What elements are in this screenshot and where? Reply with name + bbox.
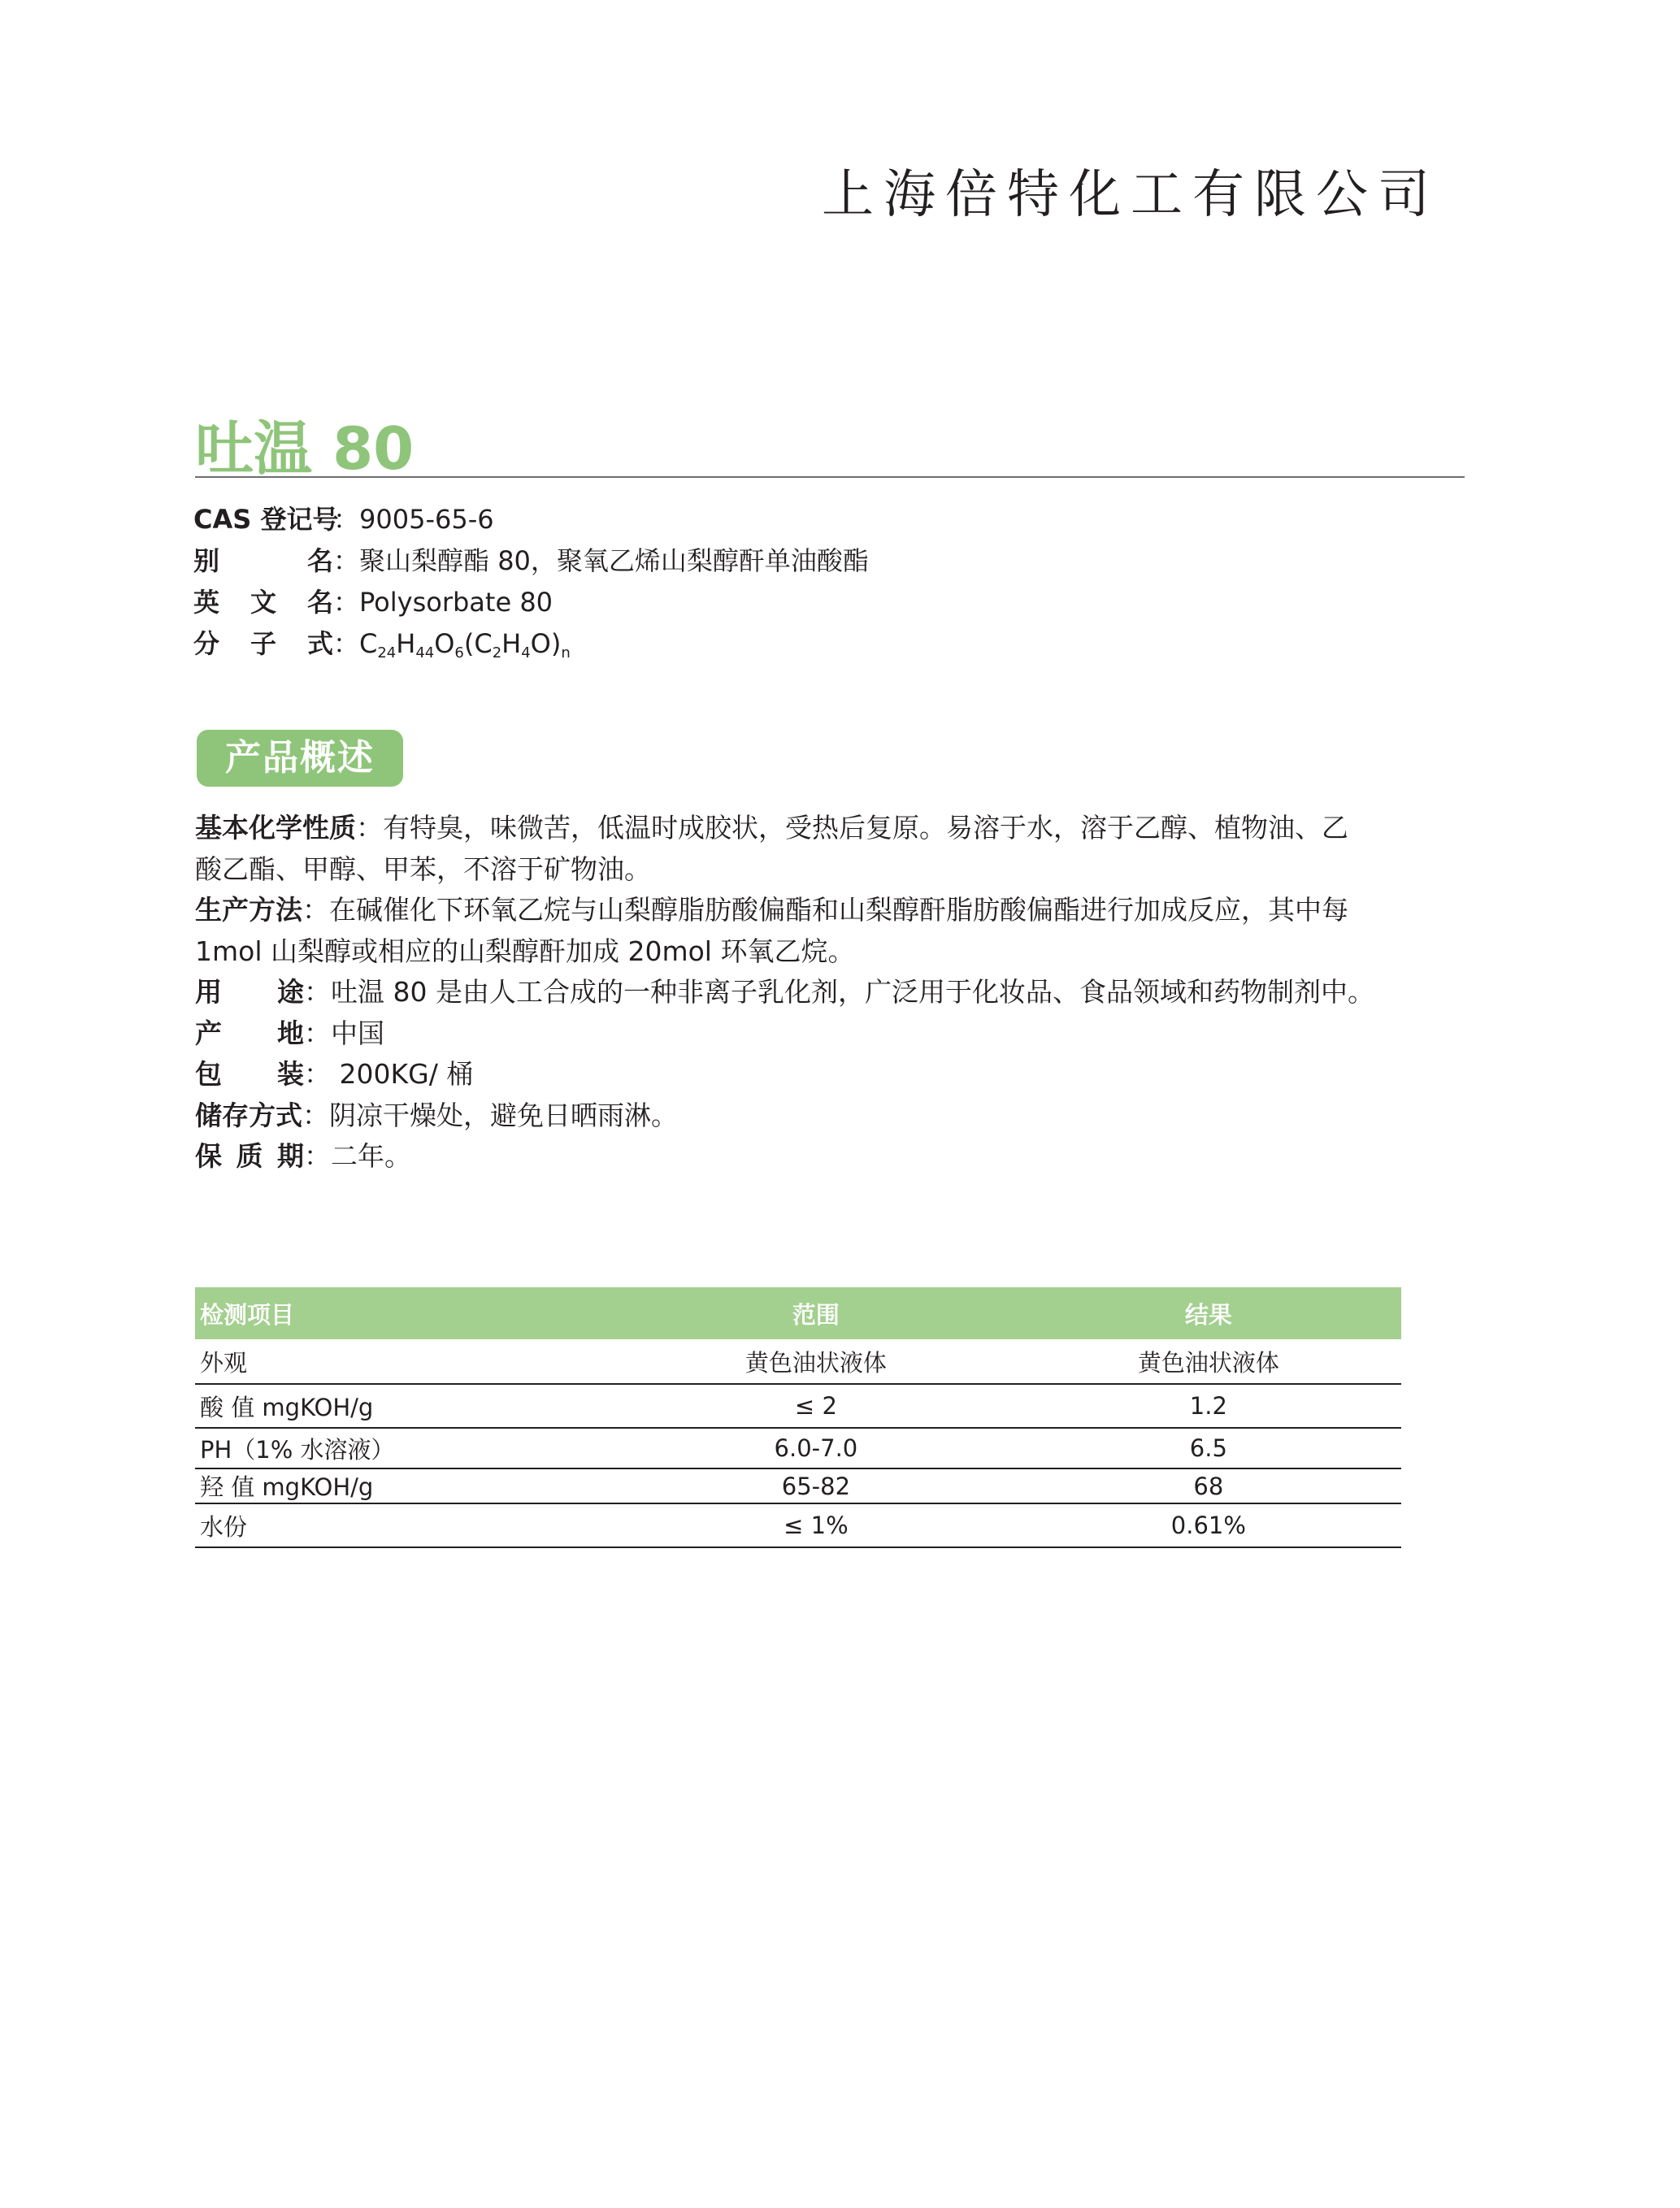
header-result: 结果	[1016, 1287, 1401, 1339]
usage-row	[195, 972, 1398, 1013]
overview-block	[195, 808, 1398, 1178]
shelf-life-row	[195, 1136, 1398, 1178]
formula-subscript: n	[561, 644, 571, 662]
origin-sep: ：	[304, 1017, 331, 1049]
usage-label-char: 途	[277, 976, 304, 1008]
shelf-life-label	[195, 1136, 304, 1178]
cell-range: 6.0-7.0	[616, 1428, 1016, 1468]
formula-sep: ：	[333, 628, 360, 659]
formula-subscript: 4	[521, 644, 531, 662]
alias-value: 聚山梨醇酯 80，聚氧乙烯山梨醇酐单油酸酯	[359, 545, 869, 576]
packaging-label-char: 装	[277, 1058, 304, 1090]
alias-label-char: 名	[306, 545, 333, 576]
production-text: 在碱催化下环氧乙烷与山梨醇脂肪酸偏酯和山梨醇酐脂肪酸偏酯进行加成反应，其中每	[329, 894, 1348, 926]
english-name-sep: ：	[333, 587, 360, 618]
shelf-life-label-char: 质	[236, 1140, 263, 1172]
cell-range: 65-82	[616, 1468, 1016, 1503]
production-label: 生产方法	[195, 894, 302, 926]
english-name-label	[193, 582, 333, 623]
table-row	[195, 1339, 1401, 1384]
cell-item: 酸 值 mgKOH/g	[195, 1384, 616, 1428]
header-range: 范围	[616, 1287, 1016, 1339]
cell-range: ≤ 1%	[616, 1503, 1016, 1547]
packaging-value: 200KG/ 桶	[331, 1058, 474, 1090]
origin-row	[195, 1013, 1398, 1055]
alias-sep: ：	[333, 545, 360, 576]
cell-result: 6.5	[1016, 1428, 1401, 1468]
cas-value: 9005-65-6	[359, 504, 494, 535]
formula-part: (C	[463, 628, 493, 659]
formula-label	[193, 623, 333, 665]
production-line2: 1mol 山梨醇或相应的山梨醇酐加成 20mol 环氧乙烷。	[195, 935, 855, 967]
formula-part: O)	[530, 628, 562, 659]
formula-subscript: 44	[415, 644, 435, 662]
basic-properties-text: 有特臭，味微苦，低温时成胶状，受热后复原。易溶于水，溶于乙醇、植物油、乙	[383, 812, 1348, 844]
origin-value: 中国	[331, 1017, 384, 1049]
english-name-label-char: 名	[306, 587, 333, 618]
cell-result: 68	[1016, 1468, 1401, 1503]
cas-sep: ：	[333, 504, 360, 535]
alias-row	[193, 540, 869, 582]
usage-value: 吐温 80 是由人工合成的一种非离子乳化剂，广泛用于化妆品、食品领域和药物制剂中。	[331, 976, 1374, 1008]
cas-label: CAS 登记号	[193, 504, 339, 535]
packaging-row	[195, 1054, 1398, 1095]
storage-row	[195, 1095, 1398, 1137]
production-line1	[195, 890, 1398, 931]
usage-sep: ：	[304, 976, 331, 1008]
spec-table	[195, 1287, 1401, 1548]
cell-item: 羟 值 mgKOH/g	[195, 1468, 616, 1503]
title-divider	[195, 476, 1465, 478]
identifier-block	[193, 499, 869, 665]
table-row	[195, 1428, 1401, 1468]
cell-item: PH（1% 水溶液）	[195, 1428, 616, 1468]
formula-subscript: 24	[377, 644, 397, 662]
formula-label-char: 子	[250, 628, 276, 659]
formula-subscript: 2	[492, 644, 502, 662]
english-name-label-char: 文	[250, 587, 276, 618]
cell-item: 外观	[195, 1339, 616, 1384]
formula-label-char: 分	[193, 628, 220, 659]
formula-part: C	[359, 628, 378, 659]
english-name-row	[193, 582, 869, 623]
formula-value	[359, 623, 571, 665]
cas-row	[193, 499, 869, 540]
formula-part: H	[501, 628, 522, 659]
formula-subscript: 6	[454, 644, 464, 662]
english-name-value: Polysorbate 80	[359, 587, 553, 618]
table-row	[195, 1468, 1401, 1503]
cell-item: 水份	[195, 1503, 616, 1547]
shelf-life-label-char: 保	[195, 1140, 222, 1172]
header-test-item: 检测项目	[195, 1287, 616, 1339]
storage-label: 储存方式	[195, 1099, 302, 1131]
overview-heading-badge: 产品概述	[197, 730, 403, 787]
packaging-label	[195, 1054, 304, 1095]
usage-label	[195, 972, 304, 1013]
spec-table-header	[195, 1287, 1401, 1339]
shelf-life-label-char: 期	[277, 1140, 304, 1172]
cell-range: ≤ 2	[616, 1384, 1016, 1428]
cell-range: 黄色油状液体	[616, 1339, 1016, 1384]
storage-value: 阴凉干燥处，避免日晒雨淋。	[329, 1099, 678, 1131]
packaging-label-char: 包	[195, 1058, 222, 1090]
cell-result: 0.61%	[1016, 1503, 1401, 1547]
cell-result: 1.2	[1016, 1384, 1401, 1428]
usage-label-char: 用	[195, 976, 222, 1008]
table-row	[195, 1384, 1401, 1428]
table-row	[195, 1503, 1401, 1547]
formula-part: O	[434, 628, 455, 659]
basic-properties-line1	[195, 808, 1398, 849]
origin-label	[195, 1013, 304, 1055]
basic-properties-line2: 酸乙酯、甲醇、甲苯，不溶于矿物油。	[195, 852, 651, 885]
origin-label-char: 地	[277, 1017, 304, 1049]
english-name-label-char: 英	[193, 587, 220, 618]
alias-label	[193, 540, 333, 582]
shelf-life-sep: ：	[304, 1140, 331, 1172]
formula-part: H	[396, 628, 416, 659]
product-title: 吐温 80	[195, 414, 415, 483]
production-sep: ：	[302, 894, 329, 926]
basic-properties-sep: ：	[356, 812, 383, 844]
origin-label-char: 产	[195, 1017, 222, 1049]
formula-row	[193, 623, 869, 665]
formula-label-char: 式	[306, 628, 333, 659]
basic-properties-label: 基本化学性质	[195, 812, 356, 844]
packaging-sep: ：	[304, 1058, 331, 1090]
company-name: 上海倍特化工有限公司	[822, 165, 1439, 225]
shelf-life-value: 二年。	[331, 1140, 411, 1172]
cell-result: 黄色油状液体	[1016, 1339, 1401, 1384]
alias-label-char: 别	[193, 545, 220, 576]
storage-sep: ：	[302, 1099, 329, 1131]
